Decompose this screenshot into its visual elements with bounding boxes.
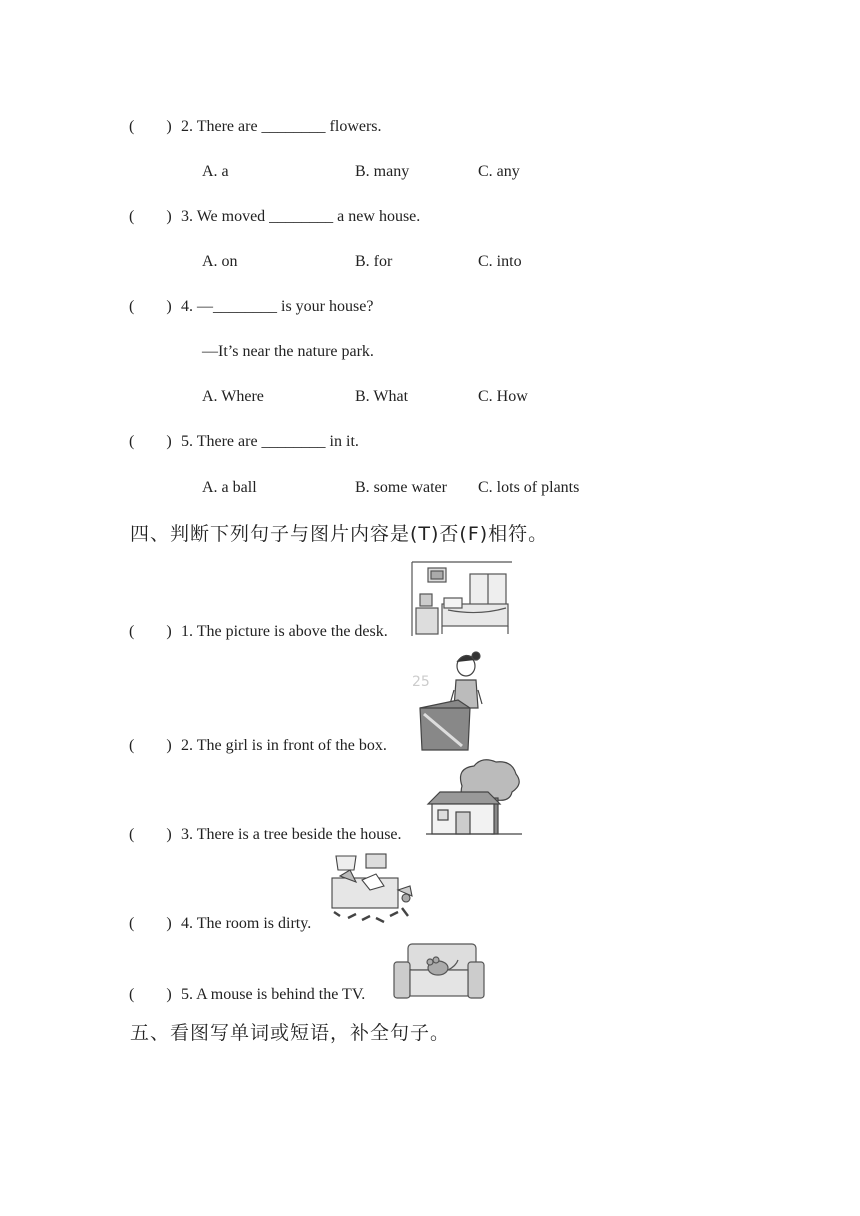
answer-paren[interactable]: ( ) [129,118,172,135]
answer-paren[interactable]: ( ) [129,208,172,225]
answer-paren[interactable]: ( ) [129,433,172,450]
answer-paren[interactable]: ( ) [129,737,172,754]
answer-paren[interactable]: ( ) [129,298,172,315]
bedroom-picture-icon [408,558,516,638]
statement: 3. There is a tree beside the house. [181,826,402,843]
statement: 1. The picture is above the desk. [181,623,388,640]
option-b[interactable]: B. for [355,253,393,270]
option-c[interactable]: C. into [478,253,522,270]
option-b[interactable]: B. many [355,163,410,180]
statement: 5. A mouse is behind the TV. [181,986,366,1003]
option-b[interactable]: B. What [355,388,409,405]
section-4-heading: 四、判断下列句子与图片内容是(T)否(F)相符。 [130,523,549,545]
dialogue-answer: —It’s near the nature park. [202,343,374,360]
option-c[interactable]: C. lots of plants [478,479,580,496]
mouse-sofa-icon [390,940,488,1002]
girl-box-icon [412,650,496,754]
option-c[interactable]: C. any [478,163,520,180]
question-stem: 5. There are ________ in it. [181,433,359,450]
messy-room-icon [326,850,416,932]
option-b[interactable]: B. some water [355,479,447,496]
svg-text:25: 25 [412,674,430,690]
answer-paren[interactable]: ( ) [129,826,172,843]
answer-paren[interactable]: ( ) [129,986,172,1003]
option-a[interactable]: A. on [202,253,238,270]
option-a[interactable]: A. a ball [202,479,257,496]
question-stem: 3. We moved ________ a new house. [181,208,421,225]
question-stem: 2. There are ________ flowers. [181,118,382,135]
question-stem: 4. —________ is your house? [181,298,374,315]
section-5-heading: 五、看图写单词或短语，补全句子。 [130,1022,451,1044]
statement: 2. The girl is in front of the box. [181,737,387,754]
statement: 4. The room is dirty. [181,915,312,932]
tree-house-icon [426,756,522,838]
option-c[interactable]: C. How [478,388,528,405]
option-a[interactable]: A. Where [202,388,264,405]
answer-paren[interactable]: ( ) [129,623,172,640]
answer-paren[interactable]: ( ) [129,915,172,932]
option-a[interactable]: A. a [202,163,229,180]
